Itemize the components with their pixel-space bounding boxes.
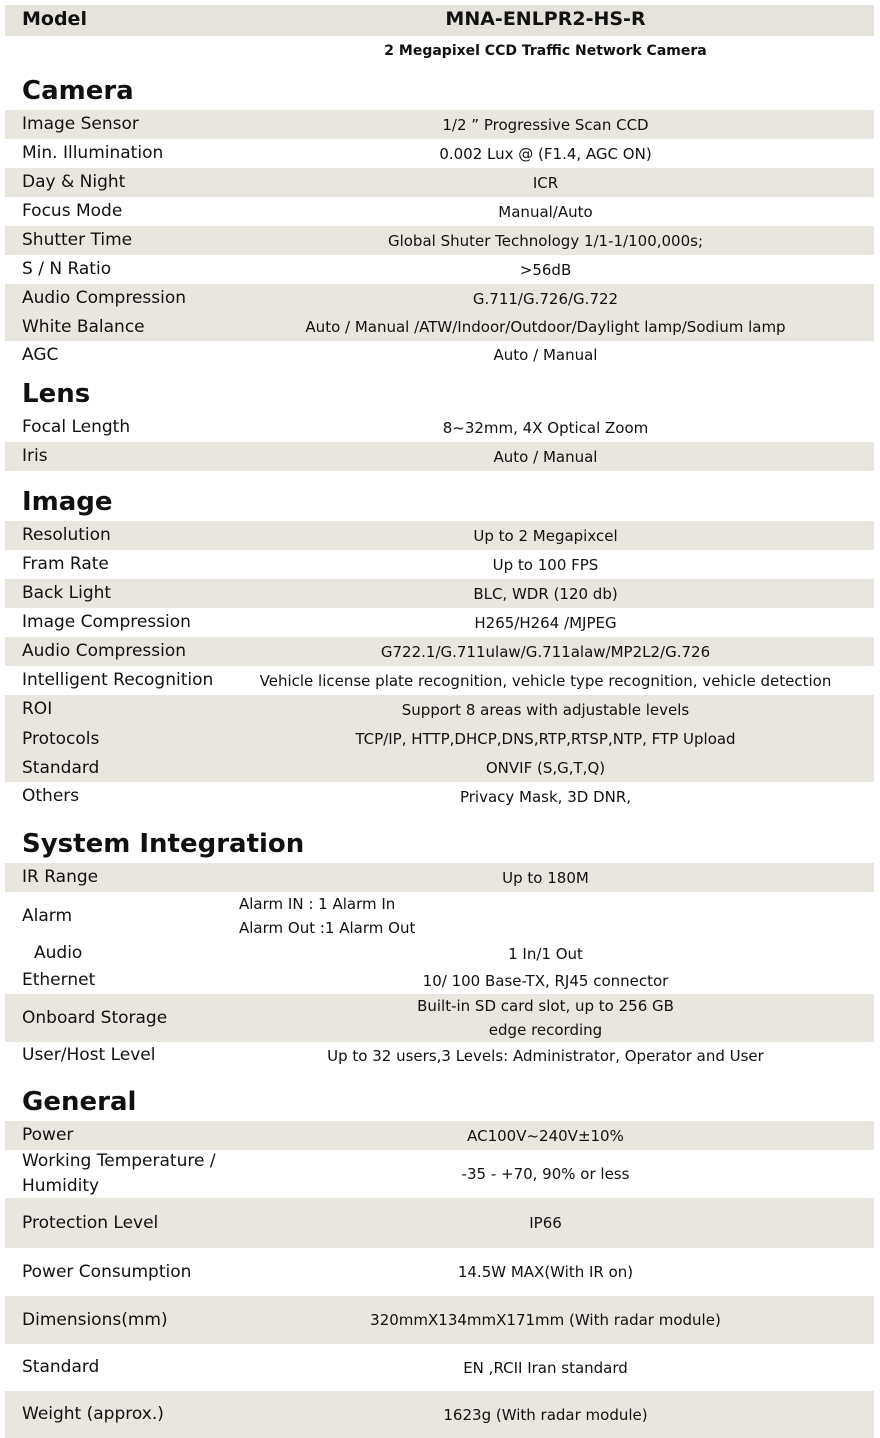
spec-row (5, 197, 874, 226)
spec-value (217, 445, 874, 469)
spec-row (5, 695, 874, 724)
spec-value (217, 727, 874, 751)
spec-value (217, 416, 874, 440)
spec-value (217, 698, 874, 722)
spec-value-line: 1623g (With radar module) (443, 1405, 648, 1424)
spec-row (5, 637, 874, 666)
spec-value (217, 343, 874, 367)
spec-value (217, 866, 874, 890)
spec-value (217, 200, 874, 224)
spec-value (217, 1356, 874, 1380)
spec-label: Audio Compression (22, 641, 187, 662)
spec-value-line: G.711/G.726/G.722 (472, 289, 619, 308)
spec-label: Standard (22, 1357, 100, 1378)
spec-value-line: 1/2 ” Progressive Scan CCD (442, 115, 649, 134)
spec-label: Alarm (22, 905, 73, 926)
spec-row (5, 1150, 874, 1198)
spec-label: Weight (approx.) (22, 1404, 164, 1425)
spec-label: ROI (22, 699, 53, 720)
spec-label: Iris (22, 446, 48, 467)
spec-value (217, 611, 874, 635)
spec-label: User/Host Level (22, 1045, 156, 1066)
spec-value-line: ONVIF (S,G,T,Q) (485, 759, 606, 777)
spec-label: Focal Length (22, 417, 131, 438)
spec-value-line: Alarm Out :1 Alarm Out (239, 919, 416, 937)
spec-label: Min. Illumination (22, 143, 164, 164)
spec-label: Working Temperature / Humidity (22, 1151, 216, 1196)
spec-label: Others (22, 786, 80, 807)
spec-value (217, 1260, 874, 1284)
spec-value-line: Support 8 areas with adjustable levels (401, 700, 690, 719)
spec-row (5, 754, 874, 782)
spec-row (5, 226, 874, 255)
spec-value (217, 892, 874, 940)
spec-row (5, 313, 874, 341)
section-header (5, 471, 874, 521)
spec-value-line: Global Shuter Technology 1/1-1/100,000s; (387, 231, 704, 250)
spec-value-line: Built-in SD card slot, up to 256 GB (417, 997, 674, 1015)
spec-value-line: Up to 100 FPS (492, 555, 599, 574)
spec-row (5, 608, 874, 637)
product-subtitle-text: 2 Megapixel CCD Traffic Network Camera (384, 43, 707, 59)
section-title: General (22, 1087, 137, 1117)
spec-value-line: 8~32mm, 4X Optical Zoom (442, 418, 649, 437)
spec-label: Shutter Time (22, 230, 133, 251)
spec-row (5, 1296, 874, 1344)
spec-label: Power Consumption (22, 1261, 192, 1282)
spec-label: Standard (22, 757, 100, 778)
spec-sections (5, 64, 874, 1438)
spec-row (5, 940, 874, 967)
spec-value-line: AC100V~240V±10% (467, 1126, 624, 1145)
spec-label: Onboard Storage (22, 1007, 168, 1028)
spec-row (5, 579, 874, 608)
spec-row (5, 1121, 874, 1150)
spec-value (217, 756, 874, 780)
spec-label: Audio Compression (22, 288, 187, 309)
spec-value-line: 0.002 Lux @ (F1.4, AGC ON) (439, 144, 652, 163)
spec-label: Image Sensor (22, 114, 139, 135)
spec-row (5, 724, 874, 754)
spec-label: AGC (22, 344, 59, 365)
spec-value (217, 1308, 874, 1332)
spec-value (217, 113, 874, 137)
spec-value-line: Auto / Manual (493, 447, 598, 466)
spec-value-line: 14.5W MAX(With IR on) (457, 1263, 634, 1281)
spec-value (217, 171, 874, 195)
spec-row (5, 1042, 874, 1069)
spec-value-line: Privacy Mask, 3D DNR, (459, 787, 632, 806)
section-title: Lens (22, 379, 91, 409)
section-header (5, 64, 874, 110)
spec-value (217, 969, 874, 993)
spec-value-line: -35 - +70, 90% or less (461, 1165, 630, 1183)
spec-value-line: Manual/Auto (498, 202, 593, 221)
spec-value (217, 640, 874, 664)
spec-label: Back Light (22, 583, 112, 604)
spec-row (5, 1248, 874, 1296)
spec-value (217, 1124, 874, 1148)
spec-label: Image Compression (22, 612, 191, 633)
spec-value-line: IP66 (529, 1214, 562, 1232)
spec-row (5, 168, 874, 197)
spec-value (217, 669, 874, 693)
spec-label: Resolution (22, 525, 111, 546)
spec-value (217, 553, 874, 577)
spec-row (5, 139, 874, 168)
section-title: System Integration (22, 829, 305, 859)
spec-value-line: Vehicle license plate recognition, vehicle type recognition, vehicle detection (259, 671, 832, 690)
spec-label: Protection Level (22, 1212, 159, 1233)
spec-row (5, 1344, 874, 1391)
spec-row (5, 1391, 874, 1438)
spec-label: White Balance (22, 316, 145, 337)
spec-label: Power (22, 1125, 74, 1146)
spec-value-line: Auto / Manual /ATW/Indoor/Outdoor/Daylight lamp/Sodium lamp (305, 318, 786, 336)
spec-value-line: ICR (532, 173, 559, 192)
spec-row (5, 413, 874, 442)
section-title: Image (22, 487, 113, 517)
spec-row (5, 782, 874, 811)
spec-value-line: H265/H264 /MJPEG (474, 613, 617, 632)
spec-value (217, 258, 874, 282)
spec-value (217, 1211, 874, 1235)
spec-value-line: 1 In/1 Out (508, 944, 583, 963)
spec-label: Audio (34, 943, 83, 964)
spec-row (5, 442, 874, 471)
spec-row (5, 892, 874, 940)
spec-value (217, 142, 874, 166)
spec-value-line: 10/ 100 Base-TX, RJ45 connector (422, 971, 669, 990)
spec-row (5, 550, 874, 579)
product-subtitle (5, 36, 874, 64)
spec-value-line: G722.1/G.711ulaw/G.711alaw/MP2L2/G.726 (380, 642, 711, 661)
model-header (5, 5, 874, 36)
spec-value-line: Up to 180M (502, 868, 589, 887)
spec-row (5, 994, 874, 1042)
spec-value (217, 1044, 874, 1068)
spec-row (5, 666, 874, 695)
spec-value (217, 1403, 874, 1427)
spec-row (5, 255, 874, 284)
spec-value (217, 1162, 874, 1186)
spec-label: Dimensions(mm) (22, 1309, 168, 1330)
spec-value (217, 994, 874, 1042)
spec-value (217, 315, 874, 339)
spec-label: Ethernet (22, 970, 96, 991)
spec-value-line: >56dB (519, 260, 572, 279)
spec-value (217, 287, 874, 311)
section-header (5, 811, 874, 863)
spec-value-line: Up to 32 users,3 Levels: Administrator, Operator and User (327, 1046, 764, 1065)
spec-value-line: EN ,RCII Iran standard (463, 1358, 628, 1377)
spec-row (5, 341, 874, 369)
section-header (5, 1069, 874, 1121)
spec-value-line: TCP/IP, HTTP,DHCP,DNS,RTP,RTSP,NTP, FTP Upload (355, 730, 736, 748)
spec-label: Fram Rate (22, 554, 109, 575)
spec-sheet (5, 5, 874, 1438)
spec-value-line: Up to 2 Megapixcel (473, 526, 618, 545)
spec-label: IR Range (22, 867, 99, 888)
spec-value-line: Alarm IN : 1 Alarm In (239, 895, 396, 913)
spec-value-line: 320mmX134mmX171mm (With radar module) (370, 1311, 721, 1329)
spec-label: S / N Ratio (22, 259, 112, 280)
spec-row (5, 110, 874, 139)
spec-label: Focus Mode (22, 201, 123, 222)
spec-row (5, 967, 874, 994)
spec-row (5, 863, 874, 892)
spec-value-line: BLC, WDR (120 db) (473, 584, 618, 603)
spec-value (217, 524, 874, 548)
spec-value (217, 229, 874, 253)
spec-row (5, 284, 874, 313)
model-label: Model (22, 8, 87, 30)
spec-label: Intelligent Recognition (22, 670, 214, 691)
spec-row (5, 521, 874, 550)
spec-label: Day & Night (22, 172, 126, 193)
spec-value-line: edge recording (488, 1021, 603, 1039)
spec-row (5, 1198, 874, 1248)
section-title: Camera (22, 76, 134, 106)
spec-value (217, 582, 874, 606)
model-number: MNA-ENLPR2-HS-R (445, 8, 646, 30)
spec-value-line: Auto / Manual (493, 346, 598, 364)
spec-value (217, 785, 874, 809)
spec-label: Protocols (22, 728, 100, 749)
spec-value (217, 942, 874, 966)
section-header (5, 369, 874, 413)
